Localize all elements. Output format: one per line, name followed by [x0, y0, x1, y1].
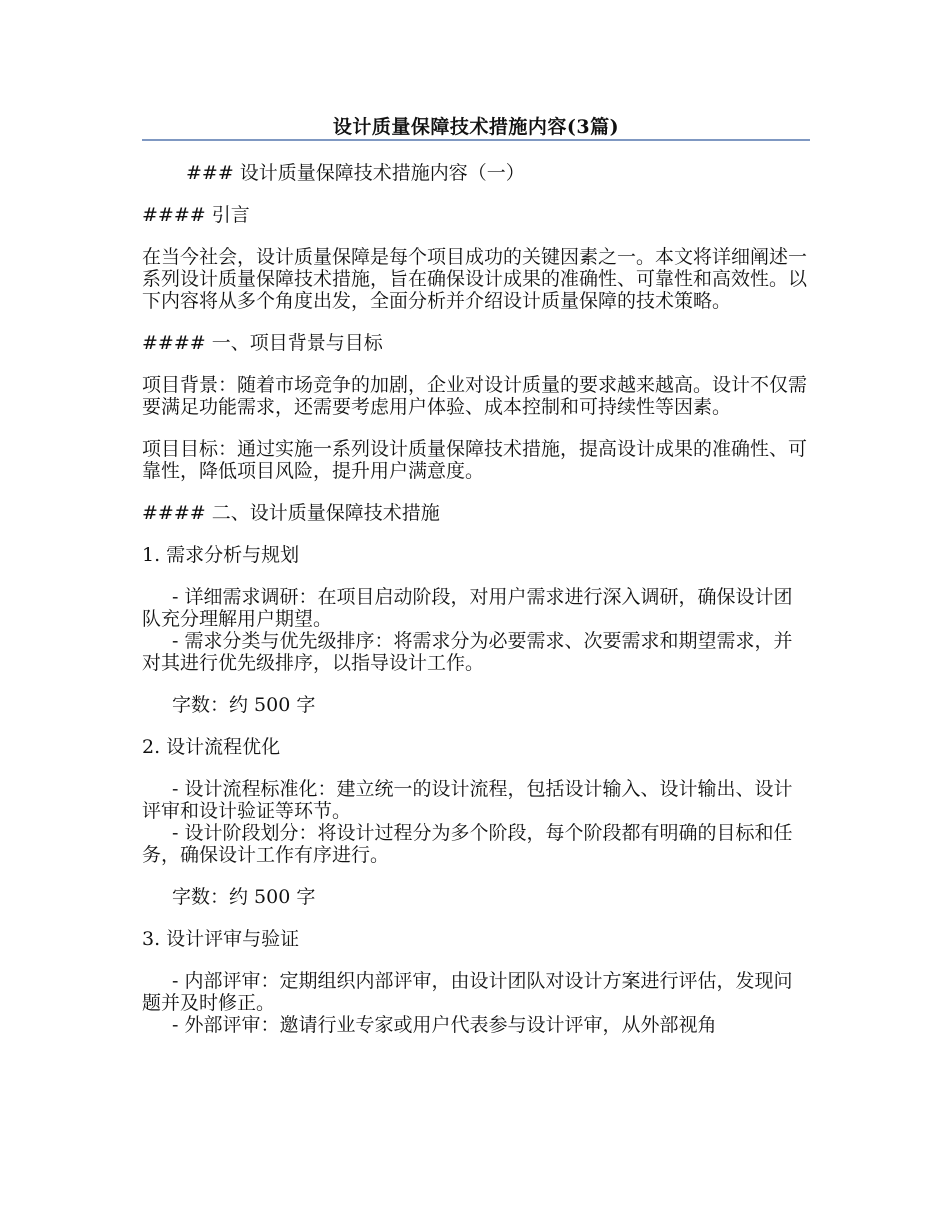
item1-bullet2 — [142, 630, 810, 674]
item2-bullet2 — [142, 822, 810, 866]
item3-heading: 3. 设计评审与验证 — [142, 928, 300, 950]
item2-wordcount: 字数：约 500 字 — [172, 886, 316, 908]
document-body — [142, 162, 810, 1036]
item2-heading: 2. 设计流程优化 — [142, 736, 281, 758]
item2-bullet1-text: - 设计流程标准化：建立统一的设计流程，包括设计输入、设计输出、设计评审和设计验证等环节。 — [142, 778, 793, 822]
item1-bullet1-text: - 详细需求调研：在项目启动阶段，对用户需求进行深入调研，确保设计团队充分理解用户期望。 — [142, 586, 793, 630]
document-title: 设计质量保障技术措施内容(3篇) — [332, 116, 620, 138]
item1-heading: 1. 需求分析与规划 — [142, 544, 300, 566]
item2-bullet1 — [142, 778, 810, 822]
item1-bullet2-text: - 需求分类与优先级排序：将需求分为必要需求、次要需求和期望需求，并对其进行优先级排序，以指导设计工作。 — [142, 630, 793, 674]
background-heading: #### 一、项目背景与目标 — [142, 332, 383, 354]
measures-heading: #### 二、设计质量保障技术措施 — [142, 502, 440, 524]
intro-heading: #### 引言 — [142, 204, 250, 226]
item1-bullet1 — [142, 586, 810, 630]
background-paragraph: 项目背景：随着市场竞争的加剧，企业对设计质量的要求越来越高。设计不仅需要满足功能需求，还需要考虑用户体验、成本控制和可持续性等因素。 — [142, 374, 808, 418]
intro-paragraph: 在当今社会，设计质量保障是每个项目成功的关键因素之一。本文将详细阐述一系列设计质量保障技术措施，旨在确保设计成果的准确性、可靠性和高效性。以下内容将从多个角度出发，全面分析并介绍设计质量保障的技术策略。 — [142, 246, 808, 312]
item3-bullet2 — [142, 1014, 810, 1036]
item2-bullet2-text: - 设计阶段划分：将设计过程分为多个阶段，每个阶段都有明确的目标和任务，确保设计工作有序进行。 — [142, 822, 793, 866]
goal-paragraph: 项目目标：通过实施一系列设计质量保障技术措施，提高设计成果的准确性、可靠性，降低项目风险，提升用户满意度。 — [142, 438, 808, 482]
item3-bullet1 — [142, 970, 810, 1014]
title-underline — [142, 139, 810, 141]
item3-bullet1-text: - 内部评审：定期组织内部评审，由设计团队对设计方案进行评估，发现问题并及时修正。 — [142, 970, 793, 1014]
item3-bullet2-text: - 外部评审：邀请行业专家或用户代表参与设计评审，从外部视角 — [172, 1014, 717, 1036]
section-heading-h3: ### 设计质量保障技术措施内容（一） — [186, 162, 525, 184]
item1-wordcount: 字数：约 500 字 — [172, 694, 316, 716]
